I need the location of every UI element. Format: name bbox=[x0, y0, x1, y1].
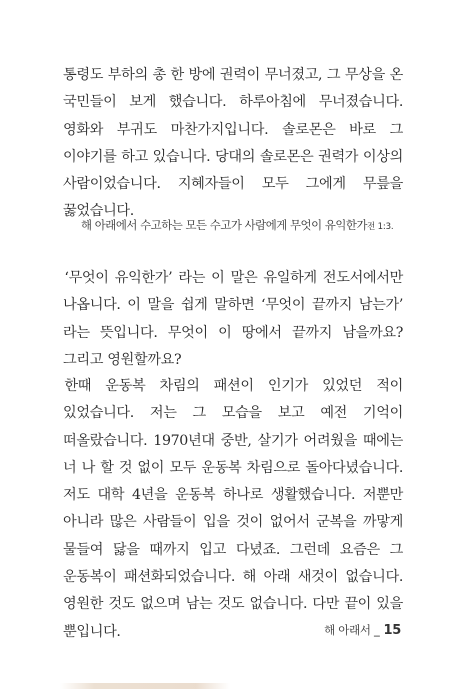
page-edge-shadow bbox=[60, 683, 230, 689]
scripture-reference: 전 1:3. bbox=[367, 222, 394, 232]
body-paragraph-2: ‘무엇이 유익한가’ 라는 이 말은 유일하게 전도서에서만 나옵니다. 이 말을 쉽게 말하면 ‘무엇이 끝까지 남는가’ 라는 뜻입니다. 무엇이 이 땅에서 끝까지 남을까요? 그리고 영원할까요? bbox=[63, 270, 403, 368]
page-footer bbox=[324, 622, 401, 638]
scripture-quote bbox=[81, 216, 401, 236]
running-title: 해 아래서 _ bbox=[324, 623, 380, 637]
body-paragraph-3: 한때 운동복 차림의 패션이 인기가 있었던 적이 있었습니다. 저는 그 모습을 보고 예전 기억이 떠올랐습니다. 1970년대 중반, 살기가 어려웠을 때에는 너 나 할 것 없이 모두 운동복 차림으로 돌아다녔습니다. 저도 대학 4년을 운동복 하나로 생활했습니다. 저뿐만 아니라 많은 사람들이 입을 것이 없어서 군복을 까맣게 물들여 닳을 때까지 입고 다녔죠. 그런데 요즘은 그 운동복이 패션화되었습니다. 해 아래 새것이 없습니다. 영원한 것도 없으며 남는 것도 없습니다. 다만 끝이 있을 뿐입니다. bbox=[63, 378, 403, 640]
page-number: 15 bbox=[383, 623, 401, 638]
body-paragraph-1: 통령도 부하의 총 한 방에 권력이 무너졌고, 그 무상을 온 국민들이 보게 했습니다. 하루아침에 무너졌습니다. 영화와 부귀도 마찬가지입니다. 솔로몬은 바로 그 이야기를 하고 있습니다. 당대의 솔로몬은 권력가 이상의 사람이었습니다. 지혜자들이 모두 그에게 무릎을 꿇었습니다. bbox=[63, 67, 403, 220]
scripture-quote-text: 해 아래에서 수고하는 모든 수고가 사람에게 무엇이 유익한가 bbox=[81, 218, 368, 232]
